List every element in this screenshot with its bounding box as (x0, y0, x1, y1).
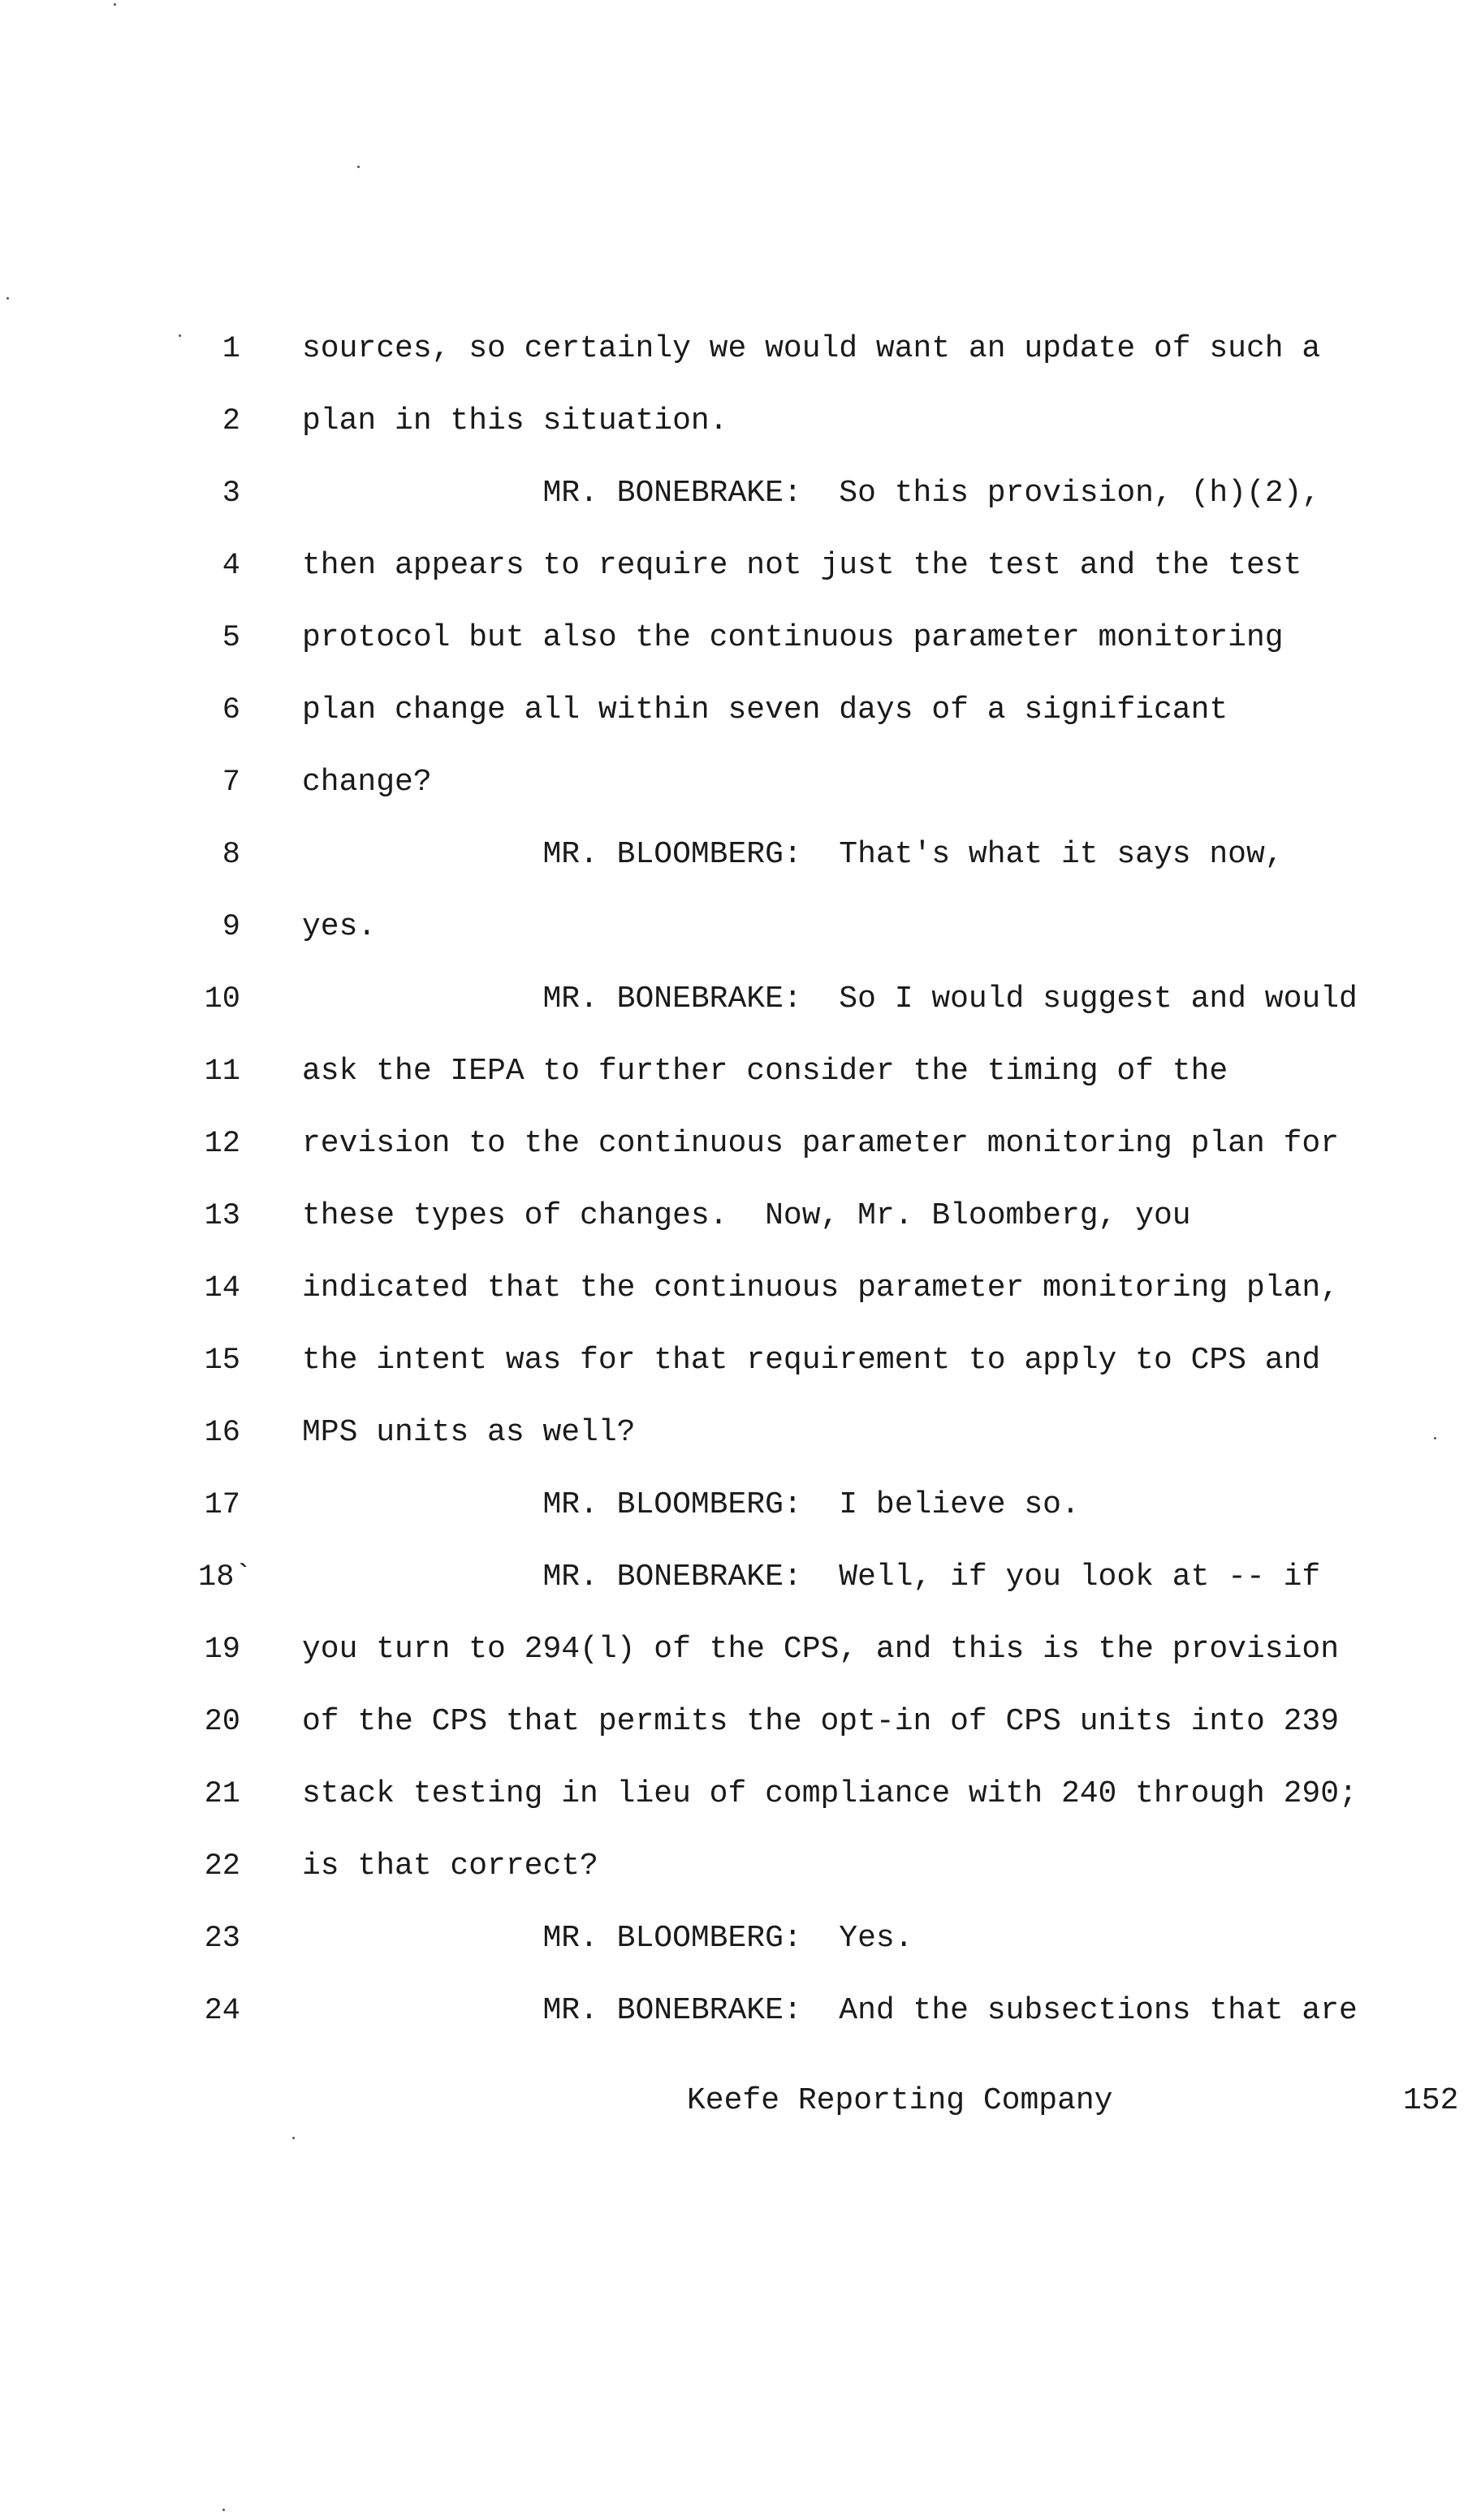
line-number: 14 (204, 1271, 240, 1305)
line-number: 10 (204, 982, 240, 1016)
transcript-line: change? (302, 765, 432, 800)
transcript-line: MR. BLOOMBERG: Yes. (302, 1921, 913, 1956)
line-number: 24 (204, 1994, 240, 2028)
transcript-line: sources, so certainly we would want an update of such a (302, 331, 1321, 366)
transcript-line: stack testing in lieu of compliance with 240 through 290; (302, 1776, 1358, 1811)
line-number: 2 (222, 404, 240, 438)
transcript-line: the intent was for that requirement to apply to CPS and (302, 1343, 1321, 1378)
transcript-line: yes. (302, 909, 377, 944)
line-number: 7 (222, 766, 240, 800)
page-number: 152 (1403, 2083, 1459, 2118)
line-number: 5 (222, 621, 240, 655)
transcript-line: of the CPS that permits the opt-in of CPS units into 239 (302, 1704, 1340, 1739)
line-number: 19 (204, 1633, 240, 1667)
scan-speck (6, 297, 9, 300)
transcript-line: these types of changes. Now, Mr. Bloomberg, you (302, 1198, 1191, 1233)
line-number: 11 (204, 1055, 240, 1089)
transcript-line: revision to the continuous parameter monitoring plan for (302, 1126, 1340, 1161)
scan-speck (357, 166, 360, 168)
transcript-line: MPS units as well? (302, 1415, 636, 1450)
line-number: 17 (204, 1488, 240, 1522)
line-number: 3 (222, 477, 240, 511)
transcript-line: you turn to 294(l) of the CPS, and this is the provision (302, 1632, 1340, 1667)
line-number: 15 (204, 1344, 240, 1378)
line-number: 18` (198, 1560, 253, 1594)
transcript-line: MR. BLOOMBERG: I believe so. (302, 1487, 1080, 1522)
transcript-line: plan in this situation. (302, 403, 728, 438)
scan-speck (179, 334, 181, 337)
transcript-line: ask the IEPA to further consider the timing of the (302, 1054, 1228, 1089)
line-number: 23 (204, 1922, 240, 1956)
line-number: 4 (222, 549, 240, 583)
transcript-line: then appears to require not just the test and the test (302, 548, 1302, 583)
line-number: 1 (222, 332, 240, 366)
transcript-line: MR. BLOOMBERG: That's what it says now, (302, 837, 1284, 872)
line-number: 9 (222, 910, 240, 944)
transcript-line: MR. BONEBRAKE: So this provision, (h)(2), (302, 476, 1321, 511)
transcript-line: MR. BONEBRAKE: And the subsections that are (302, 1993, 1358, 2028)
transcript-line: protocol but also the continuous parameter monitoring (302, 620, 1284, 655)
transcript-line: is that correct? (302, 1849, 598, 1884)
line-number: 21 (204, 1777, 240, 1811)
transcript-line: MR. BONEBRAKE: Well, if you look at -- if (302, 1560, 1321, 1594)
footer-company: Keefe Reporting Company (687, 2083, 1113, 2118)
line-number: 16 (204, 1416, 240, 1450)
line-number: 12 (204, 1127, 240, 1161)
scan-speck (1434, 1437, 1436, 1439)
line-number: 8 (222, 838, 240, 872)
line-number: 13 (204, 1199, 240, 1233)
scan-speck (222, 2509, 225, 2511)
line-number: 20 (204, 1705, 240, 1739)
scan-speck (292, 2137, 295, 2139)
line-number: 6 (222, 693, 240, 727)
transcript-line: MR. BONEBRAKE: So I would suggest and would (302, 982, 1358, 1016)
scan-speck (114, 3, 116, 6)
transcript-line: plan change all within seven days of a significant (302, 693, 1228, 727)
line-number: 22 (204, 1849, 240, 1884)
transcript-line: indicated that the continuous parameter monitoring plan, (302, 1271, 1340, 1305)
